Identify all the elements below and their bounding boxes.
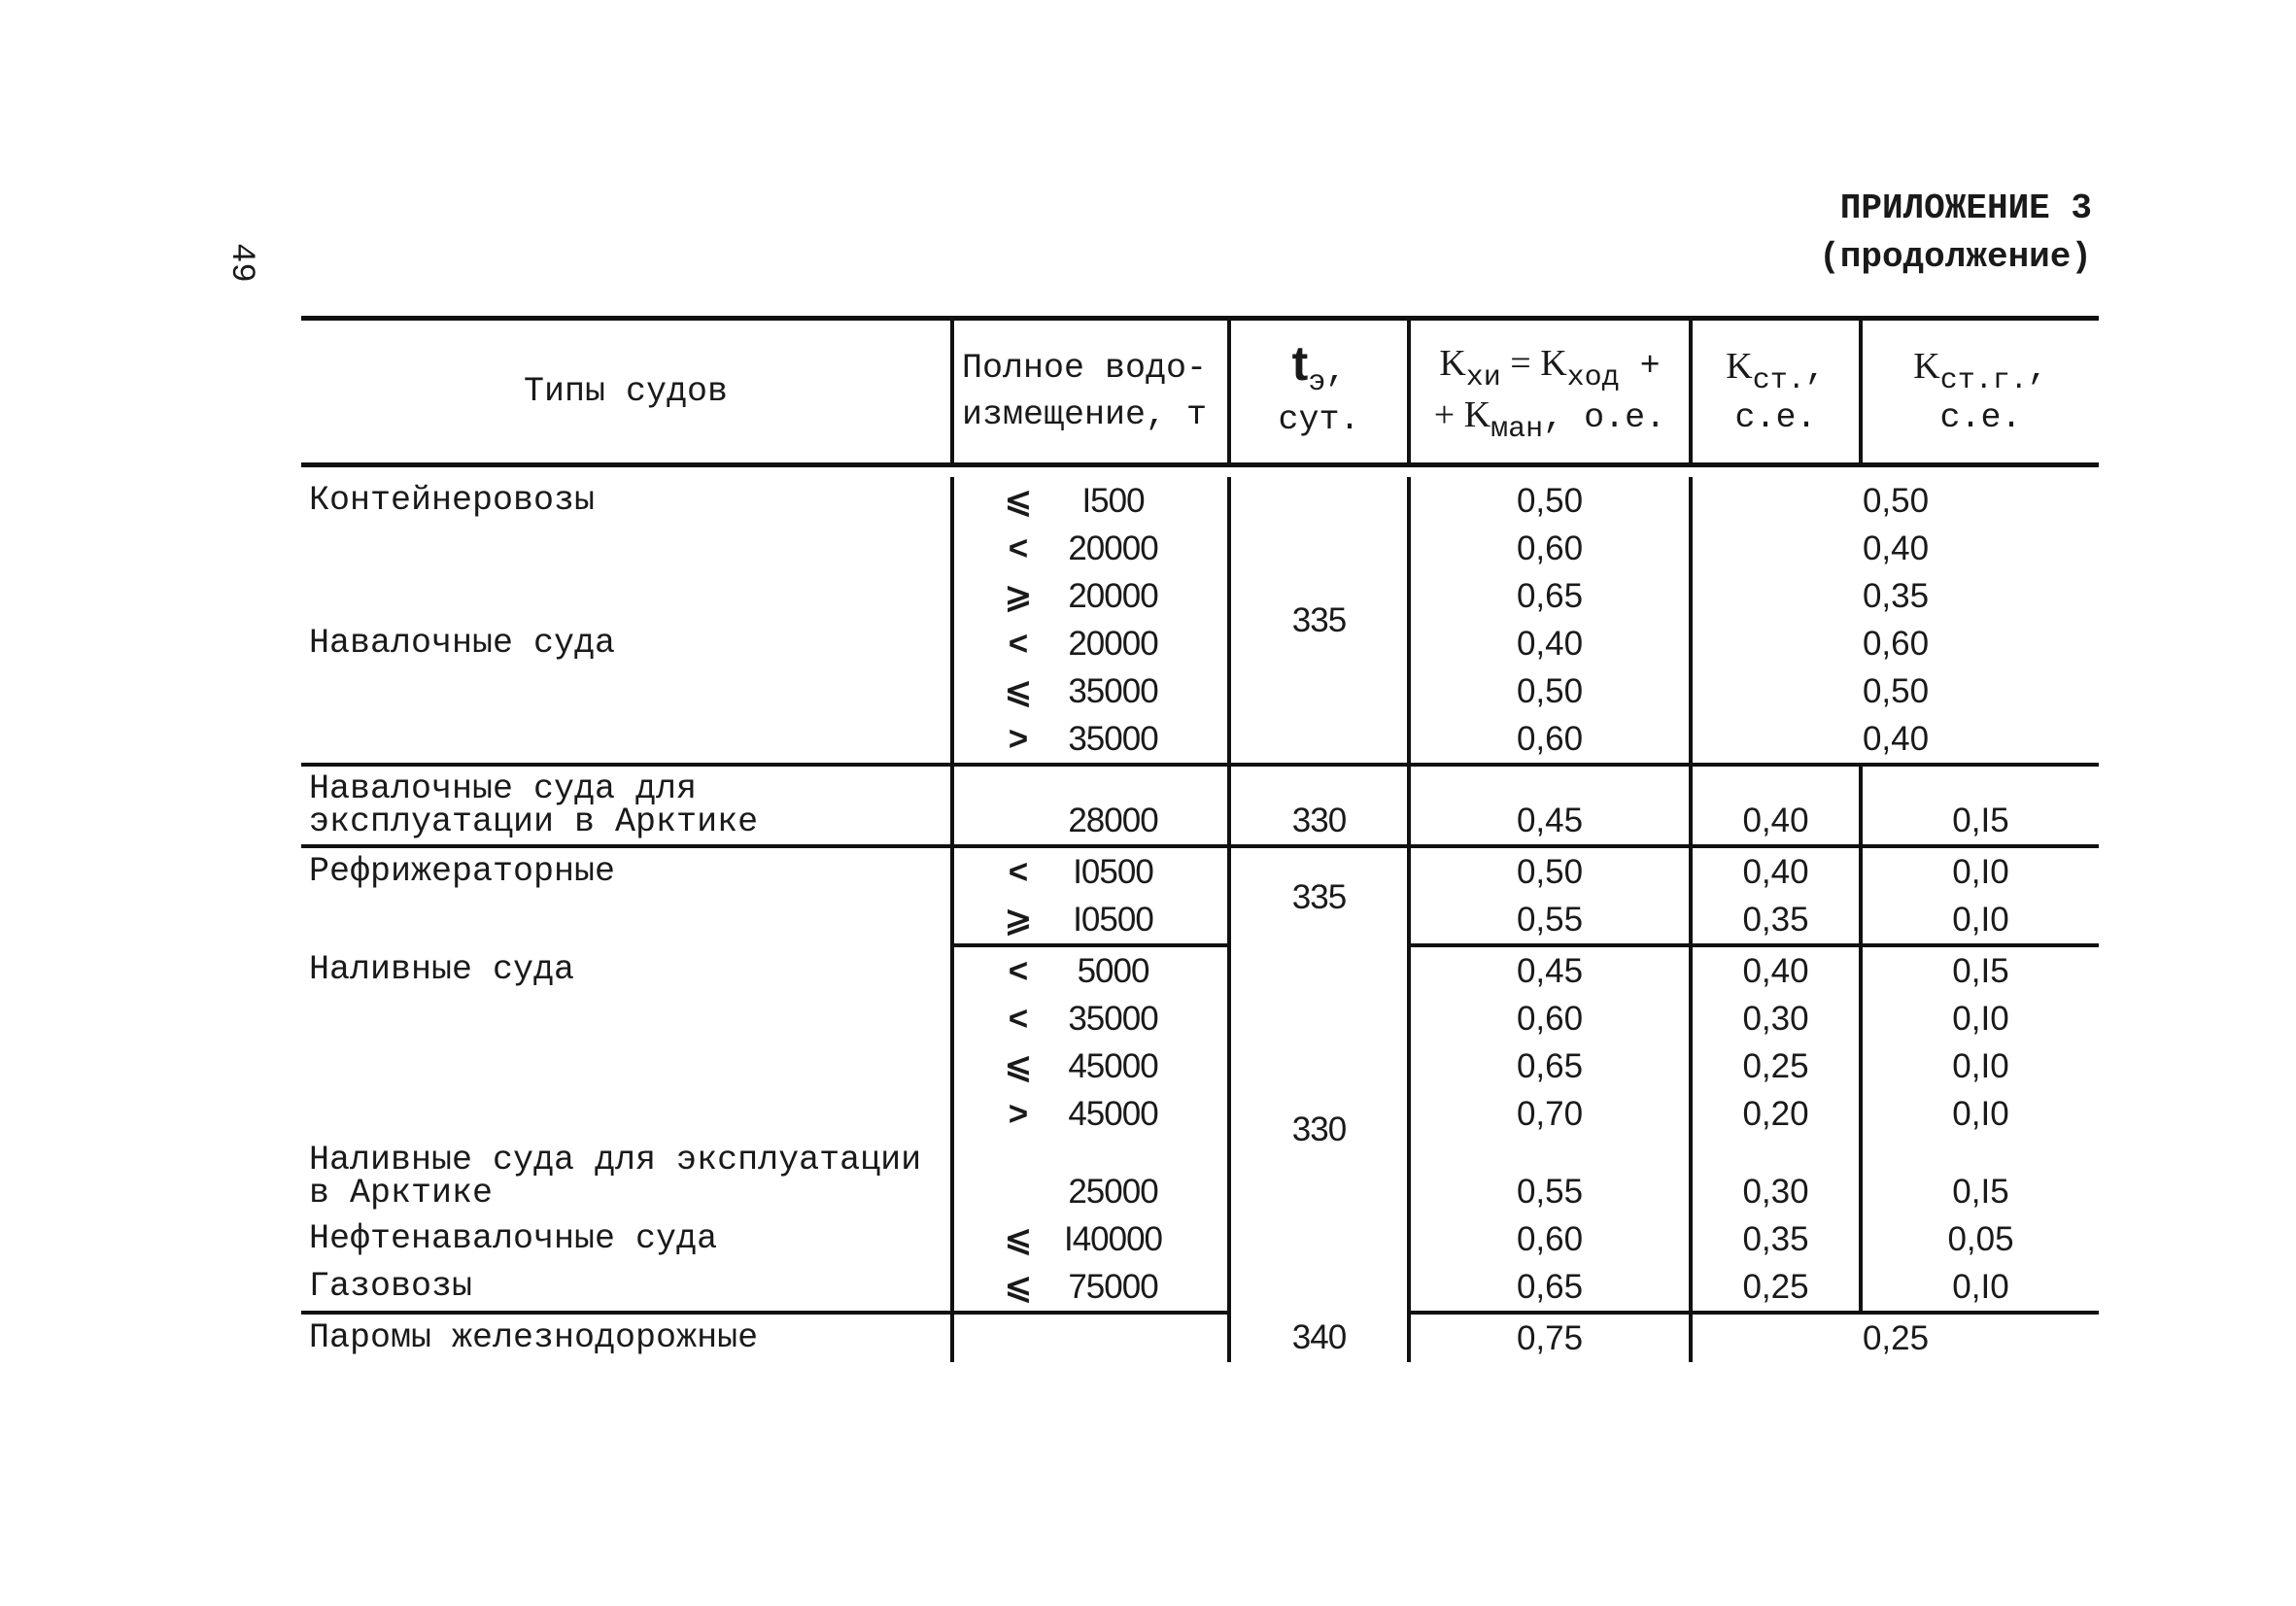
displacement: ⩾ I0500 bbox=[952, 896, 1229, 945]
vessel-type bbox=[301, 525, 952, 572]
displacement: < 5000 bbox=[952, 945, 1229, 995]
vessel-type bbox=[301, 715, 952, 765]
kst-value: 0,40 bbox=[1691, 715, 2099, 765]
vessel-type: Нефтенавалочные суда bbox=[309, 1219, 718, 1258]
vessel-type: Контейнеровозы bbox=[309, 481, 596, 520]
table-row bbox=[301, 1138, 2099, 1215]
kxi-value: 0,60 bbox=[1409, 525, 1691, 572]
kst-value: 0,35 bbox=[1691, 1215, 1861, 1263]
kstg-value: 0,I0 bbox=[1861, 1263, 2099, 1313]
vessel-type bbox=[301, 1042, 952, 1090]
kxi-value: 0,65 bbox=[1409, 1042, 1691, 1090]
vessel-type: Навалочные суда для эксплуатации в Арктике bbox=[301, 767, 952, 846]
displacement: < 20000 bbox=[952, 525, 1229, 572]
table-header-row bbox=[301, 319, 2099, 465]
vessel-type bbox=[301, 1090, 952, 1138]
kxi-value: 0,50 bbox=[1409, 667, 1691, 715]
kst-value: 0,25 bbox=[1691, 1263, 1861, 1313]
kxi-value: 0,65 bbox=[1409, 1263, 1691, 1313]
vessel-type bbox=[301, 572, 952, 620]
kst-value: 0,25 bbox=[1691, 1313, 2099, 1362]
kst-value: 0,30 bbox=[1691, 1138, 1861, 1215]
table-row bbox=[301, 477, 2099, 525]
table-row bbox=[301, 1313, 2099, 1362]
displacement: < 20000 bbox=[952, 620, 1229, 667]
kst-value: 0,35 bbox=[1691, 896, 1861, 945]
kst-value: 0,25 bbox=[1691, 1042, 1861, 1090]
kstg-value: 0,I0 bbox=[1861, 846, 2099, 896]
kxi-value: 0,50 bbox=[1409, 477, 1691, 525]
displacement: ⩽ I40000 bbox=[952, 1215, 1229, 1263]
operating-days: 330 bbox=[1229, 945, 1409, 1313]
operating-days: 335 bbox=[1229, 477, 1409, 765]
operating-days: 335 bbox=[1229, 846, 1409, 945]
displacement: ⩽ 35000 bbox=[952, 667, 1229, 715]
vessel-type bbox=[301, 995, 952, 1042]
vessel-type: Навалочные суда bbox=[309, 624, 616, 663]
kst-value: 0,50 bbox=[1691, 477, 2099, 525]
header-kxi: Kхи = Kход + + Kман, о.е. bbox=[1409, 319, 1691, 465]
operating-days: 340 bbox=[1229, 1313, 1409, 1362]
kxi-value: 0,65 bbox=[1409, 572, 1691, 620]
kxi-value: 0,45 bbox=[1409, 945, 1691, 995]
displacement: < I0500 bbox=[952, 846, 1229, 896]
displacement: 25000 bbox=[952, 1138, 1229, 1215]
vessel-type: Паромы железнодорожные bbox=[309, 1318, 759, 1357]
kst-value: 0,20 bbox=[1691, 1090, 1861, 1138]
kstg-value: 0,I0 bbox=[1861, 995, 2099, 1042]
kstg-value: 0,05 bbox=[1861, 1215, 2099, 1263]
table-row bbox=[301, 767, 2099, 846]
kst-value: 0,35 bbox=[1691, 572, 2099, 620]
table-row bbox=[301, 620, 2099, 667]
kxi-value: 0,40 bbox=[1409, 620, 1691, 667]
table-row bbox=[301, 1090, 2099, 1138]
page-number: 49 bbox=[223, 243, 259, 283]
kst-value: 0,40 bbox=[1691, 846, 1861, 896]
kstg-value: 0,I5 bbox=[1861, 767, 2099, 846]
vessel-type bbox=[301, 667, 952, 715]
kxi-value: 0,70 bbox=[1409, 1090, 1691, 1138]
displacement: > 45000 bbox=[952, 1090, 1229, 1138]
kstg-value: 0,I0 bbox=[1861, 1042, 2099, 1090]
vessel-type: Наливные суда для эксплуатации в Арктике bbox=[309, 1141, 922, 1213]
table-row bbox=[301, 572, 2099, 620]
vessel-type: Наливные суда bbox=[309, 950, 575, 989]
displacement: < 35000 bbox=[952, 995, 1229, 1042]
kst-value: 0,30 bbox=[1691, 995, 1861, 1042]
table-row bbox=[301, 945, 2099, 995]
vessel-type: Рефрижераторные bbox=[309, 852, 616, 891]
kstg-value: 0,I0 bbox=[1861, 896, 2099, 945]
appendix-title: ПРИЛОЖЕНИЕ 3 bbox=[1839, 188, 2092, 228]
table-row bbox=[301, 715, 2099, 765]
kxi-value: 0,75 bbox=[1409, 1313, 1691, 1362]
table-row bbox=[301, 1215, 2099, 1263]
kxi-value: 0,60 bbox=[1409, 715, 1691, 765]
displacement bbox=[952, 1313, 1229, 1362]
displacement: ⩽ I500 bbox=[952, 477, 1229, 525]
kstg-value: 0,I5 bbox=[1861, 945, 2099, 995]
header-operating-days: tэ, сут. bbox=[1229, 319, 1409, 465]
appendix-heading bbox=[1819, 185, 2092, 282]
displacement: > 35000 bbox=[952, 715, 1229, 765]
table-row bbox=[301, 1042, 2099, 1090]
kst-value: 0,40 bbox=[1691, 525, 2099, 572]
displacement: ⩽ 75000 bbox=[952, 1263, 1229, 1313]
table-row bbox=[301, 667, 2099, 715]
kxi-value: 0,60 bbox=[1409, 995, 1691, 1042]
kst-value: 0,40 bbox=[1691, 767, 1861, 846]
table-row bbox=[301, 995, 2099, 1042]
vessel-type: Газовозы bbox=[301, 1263, 952, 1313]
kstg-value: 0,I0 bbox=[1861, 1090, 2099, 1138]
vessel-coefficients-table bbox=[301, 316, 2099, 1362]
kst-value: 0,50 bbox=[1691, 667, 2099, 715]
table-row bbox=[301, 846, 2099, 896]
kst-value: 0,60 bbox=[1691, 620, 2099, 667]
table-row bbox=[301, 1263, 2099, 1313]
header-vessel-type: Типы судов bbox=[301, 319, 952, 465]
kxi-value: 0,50 bbox=[1409, 846, 1691, 896]
kstg-value: 0,I5 bbox=[1861, 1138, 2099, 1215]
appendix-subtitle: (продолжение) bbox=[1819, 237, 2092, 277]
displacement: ⩽ 45000 bbox=[952, 1042, 1229, 1090]
header-displacement: Полное водо- измещение, т bbox=[952, 319, 1229, 465]
operating-days: 330 bbox=[1229, 767, 1409, 846]
kxi-value: 0,55 bbox=[1409, 896, 1691, 945]
displacement: ⩾ 20000 bbox=[952, 572, 1229, 620]
table-row bbox=[301, 525, 2099, 572]
kxi-value: 0,45 bbox=[1409, 767, 1691, 846]
kst-value: 0,40 bbox=[1691, 945, 1861, 995]
header-kst: Kст., с.е. bbox=[1691, 319, 1861, 465]
header-kstg: Kст.г., с.е. bbox=[1861, 319, 2099, 465]
kxi-value: 0,55 bbox=[1409, 1138, 1691, 1215]
kxi-value: 0,60 bbox=[1409, 1215, 1691, 1263]
displacement: 28000 bbox=[952, 767, 1229, 846]
